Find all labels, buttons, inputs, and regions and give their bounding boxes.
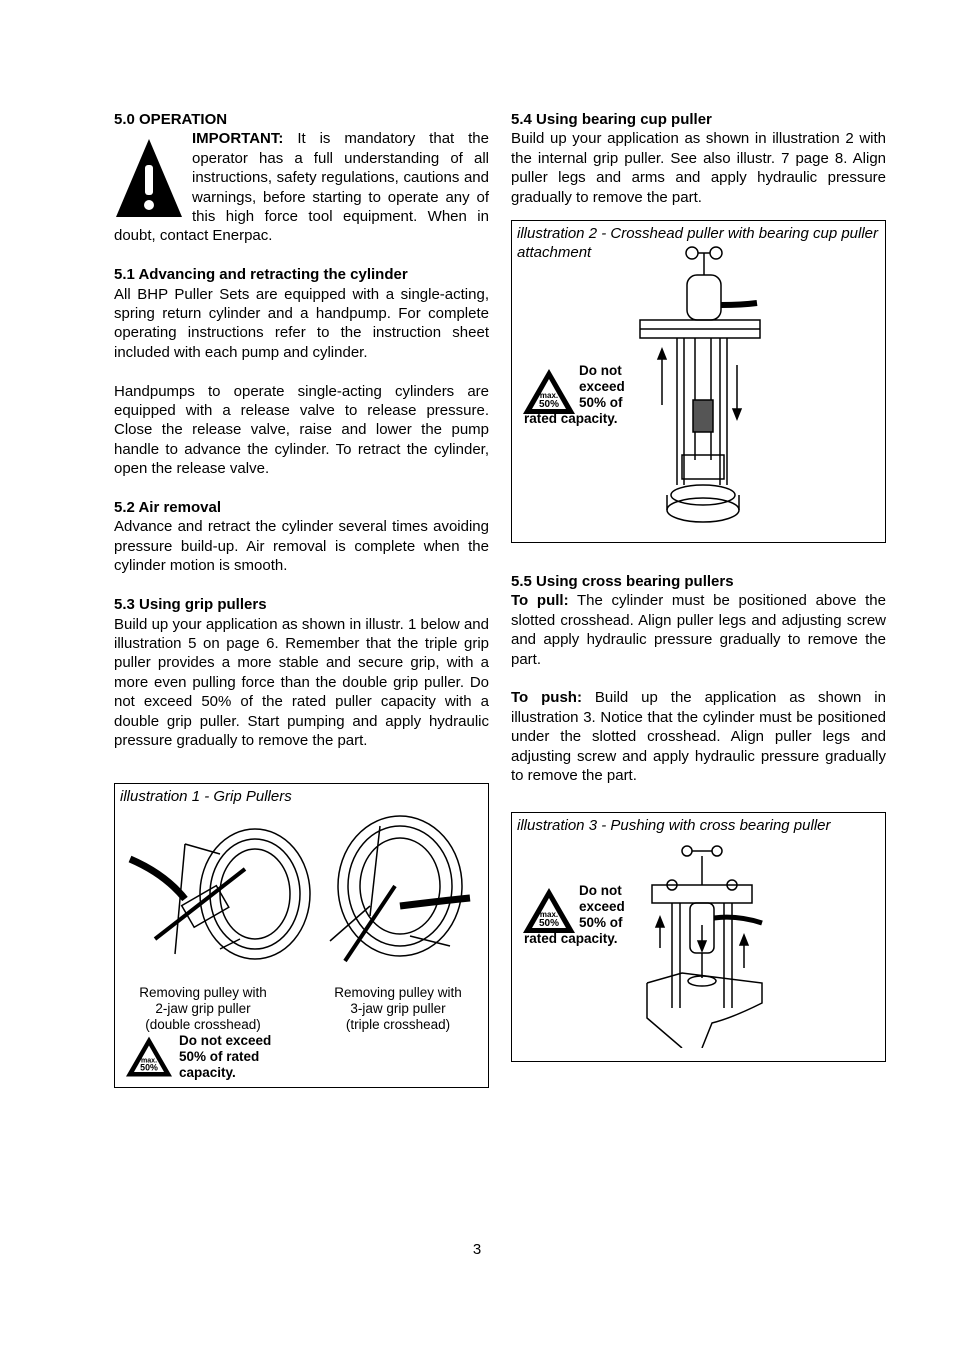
- important-text: It is mandatory that the operator has a full understanding of all instructions, safety regulations, cautions and warnings, before starting to operate any of this high force tool equipment. When in doubt, contact Enerpac.: [114, 130, 489, 245]
- two-jaw-puller-drawing: [125, 814, 315, 974]
- right-column: [511, 110, 886, 207]
- illustration-3-box: [511, 812, 886, 1062]
- push-label: To push:: [511, 689, 582, 707]
- illustration-3-caption: illustration 3 - Pushing with cross bearing puller: [517, 817, 831, 834]
- badge-max-text: max.: [539, 910, 559, 919]
- limit-line: Do not: [579, 883, 622, 898]
- desc-line: Removing pulley with: [334, 985, 462, 1000]
- push-text: Build up the application as shown in illustration 3. Notice that the cylinder must be positioned under the slotted crosshead. Align puller legs and adjusting screw and apply hydraulic pressure gradually to remove the part.: [511, 689, 886, 785]
- desc-line: (triple crosshead): [345, 1017, 451, 1032]
- illustration-2-limit: [579, 363, 625, 411]
- section-5-1-para2: Handpumps to operate single-acting cylinders are equipped with a release valve to release pressure. Close the release valve, raise and lower the pump handle to advance the cylinder. To retract the cylinder, open the release valve.: [114, 382, 489, 478]
- section-5-4-para: Build up your application as shown in illustration 2 with the internal grip puller. See also illustr. 7 page 8. Align puller legs and arms and apply hydraulic pressure gradually to remove the part.: [511, 130, 886, 206]
- illustration-2-limit-last: rated capacity.: [524, 411, 618, 426]
- badge-50-text: 50%: [538, 918, 560, 929]
- desc-line: 3-jaw grip puller: [350, 1001, 446, 1016]
- badge-max-text: max.: [140, 1057, 158, 1065]
- important-notice: [114, 129, 489, 245]
- desc-line: Removing pulley with: [139, 985, 267, 1000]
- section-5-4-heading: 5.4 Using bearing cup puller: [511, 111, 712, 128]
- desc-line: 2-jaw grip puller: [155, 1001, 251, 1016]
- page-number: 3: [472, 1241, 482, 1258]
- push-paragraph: [511, 688, 886, 785]
- illustration-2-caption: illustration 2 - Crosshead puller with bearing cup puller attachment: [517, 225, 879, 261]
- badge-50-text: 50%: [140, 1062, 158, 1073]
- section-5-0-heading: 5.0 OPERATION: [114, 111, 228, 128]
- illustration-1-box: [114, 783, 489, 1088]
- badge-50-text: 50%: [538, 399, 560, 410]
- section-5-2-para: Advance and retract the cylinder several times avoiding pressure build-up. Air removal is complete when the cylinder motion is smooth.: [114, 518, 489, 575]
- limit-line: capacity.: [179, 1065, 236, 1080]
- illustration-1-desc-left: [123, 985, 283, 1033]
- limit-line: exceed: [579, 379, 625, 394]
- desc-line: (double crosshead): [145, 1017, 261, 1032]
- three-jaw-puller-drawing: [310, 806, 480, 981]
- illustration-1-limit: [179, 1033, 271, 1081]
- illustration-2-box: [511, 220, 886, 543]
- limit-line: 50% of: [579, 915, 623, 930]
- warning-triangle-icon: [114, 133, 184, 223]
- crosshead-puller-drawing: [632, 245, 772, 530]
- limit-line: 50% of rated: [179, 1049, 260, 1064]
- limit-line: exceed: [579, 899, 625, 914]
- pull-paragraph: [511, 591, 886, 669]
- badge-max-text: max.: [539, 391, 559, 400]
- max-50-percent-icon: [520, 885, 578, 937]
- pull-text: The cylinder must be positioned above the slotted crosshead. Align puller legs and adjusting screw and apply hydraulic pressure gradually to remove the part.: [511, 592, 886, 668]
- illustration-1-caption: illustration 1 - Grip Pullers: [120, 788, 292, 805]
- limit-line: Do not exceed: [179, 1033, 272, 1048]
- illustration-1-desc-right: [318, 985, 478, 1033]
- cross-bearing-puller-drawing: [642, 843, 772, 1048]
- illustration-3-limit-last: rated capacity.: [524, 931, 618, 946]
- section-5-3-para: Build up your application as shown in illustr. 1 below and illustration 5 on page 6. Remember that the triple grip puller provides a more stable and secure grip, with a more even pulling force than the double grip puller. Do not exceed 50% of the rated puller capacity with a double grip puller. Start pumping and apply hydraulic pressure gradually to remove the part.: [114, 615, 489, 749]
- limit-line: 50% of: [579, 395, 623, 410]
- pull-label: To pull:: [511, 592, 569, 610]
- illustration-3-limit: [579, 883, 625, 931]
- section-5-1-heading: 5.1 Advancing and retracting the cylinder: [114, 266, 408, 284]
- section-5-5-heading: 5.5 Using cross bearing pullers: [511, 573, 734, 590]
- limit-line: Do not: [579, 363, 622, 378]
- section-5-2-heading: 5.2 Air removal: [114, 499, 221, 517]
- max-50-percent-icon: [123, 1034, 175, 1080]
- section-5-1-para1: All BHP Puller Sets are equipped with a single-acting, spring return cylinder and a handpump. For complete operating instructions refer to the instruction sheet included with each pump and cylinder.: [114, 285, 489, 361]
- important-label: IMPORTANT:: [192, 130, 284, 148]
- left-column: [114, 110, 489, 750]
- right-column-lower: [511, 572, 886, 785]
- section-5-3-heading: 5.3 Using grip pullers: [114, 596, 267, 614]
